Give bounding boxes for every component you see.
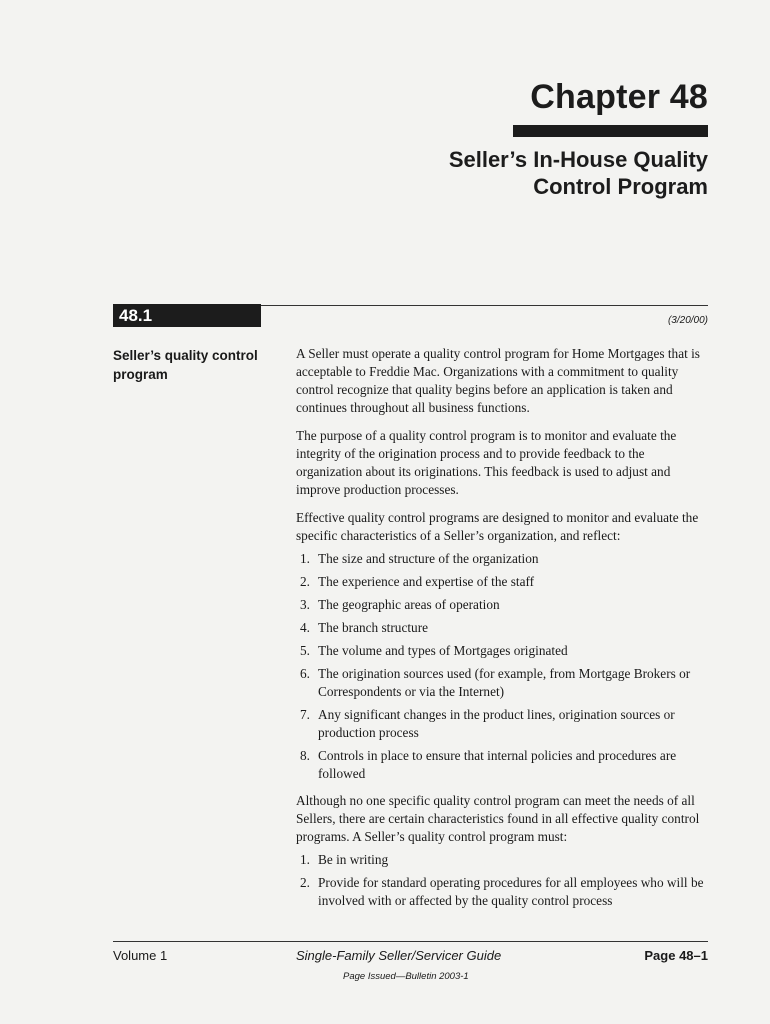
chapter-subtitle-line2: Control Program <box>533 174 708 199</box>
chapter-subtitle <box>378 146 708 200</box>
chapter-title: Chapter 48 <box>530 78 708 116</box>
side-heading-line2: program <box>113 367 168 382</box>
chapter-rule <box>513 125 708 137</box>
list-item: 4. The branch structure <box>300 620 429 635</box>
paragraph-1: A Seller must operate a quality control program for Home Mortgages that is acceptable to Freddie Mac. Organizations with a commitment to quality control recognize that quality begins before an application is taken and continues throughout all business functions. <box>296 346 700 415</box>
list-item: 3. The geographic areas of operation <box>300 597 500 612</box>
list-item: 1. The size and structure of the organization <box>300 551 539 566</box>
footer-issued-note: Page Issued—Bulletin 2003-1 <box>343 971 469 982</box>
list-item: 7. Any significant changes in the product lines, origination sources or production process <box>300 707 675 740</box>
characteristics-list <box>296 550 710 783</box>
list-item: 6. The origination sources used (for example, from Mortgage Brokers or Correspondents or via the Internet) <box>300 666 691 699</box>
side-heading-line1: Seller’s quality control <box>113 348 258 363</box>
footer-volume: Volume 1 <box>113 948 168 963</box>
footer-guide-title: Single-Family Seller/Servicer Guide <box>296 948 502 963</box>
section-body <box>296 345 710 919</box>
section-side-heading <box>113 346 283 384</box>
section-number: 48.1 <box>113 304 261 327</box>
paragraph-3: Effective quality control programs are designed to monitor and evaluate the specific characteristics of a Seller’s organization, and reflect: <box>296 510 699 543</box>
chapter-subtitle-line1: Seller’s In-House Quality <box>448 147 708 172</box>
footer-rule <box>113 941 708 942</box>
paragraph-2: The purpose of a quality control program is to monitor and evaluate the integrity of the origination process and to provide feedback to the organization about its originations. This feedback is used to adjust and improve production processes. <box>296 428 677 497</box>
list-item: 1. Be in writing <box>300 852 389 867</box>
section-date: (3/20/00) <box>667 315 708 326</box>
list-item: 8. Controls in place to ensure that internal policies and procedures are followed <box>300 748 677 781</box>
list-item: 2. Provide for standard operating procedures for all employees who will be involved with or affected by the quality control process <box>300 875 704 908</box>
paragraph-4: Although no one specific quality control program can meet the needs of all Sellers, there are certain characteristics found in all effective quality control programs. A Seller’s quality control program must: <box>296 793 700 844</box>
list-item: 2. The experience and expertise of the staff <box>300 574 535 589</box>
requirements-list <box>296 851 710 910</box>
footer-page-number: Page 48–1 <box>644 948 708 963</box>
list-item: 5. The volume and types of Mortgages originated <box>300 643 568 658</box>
